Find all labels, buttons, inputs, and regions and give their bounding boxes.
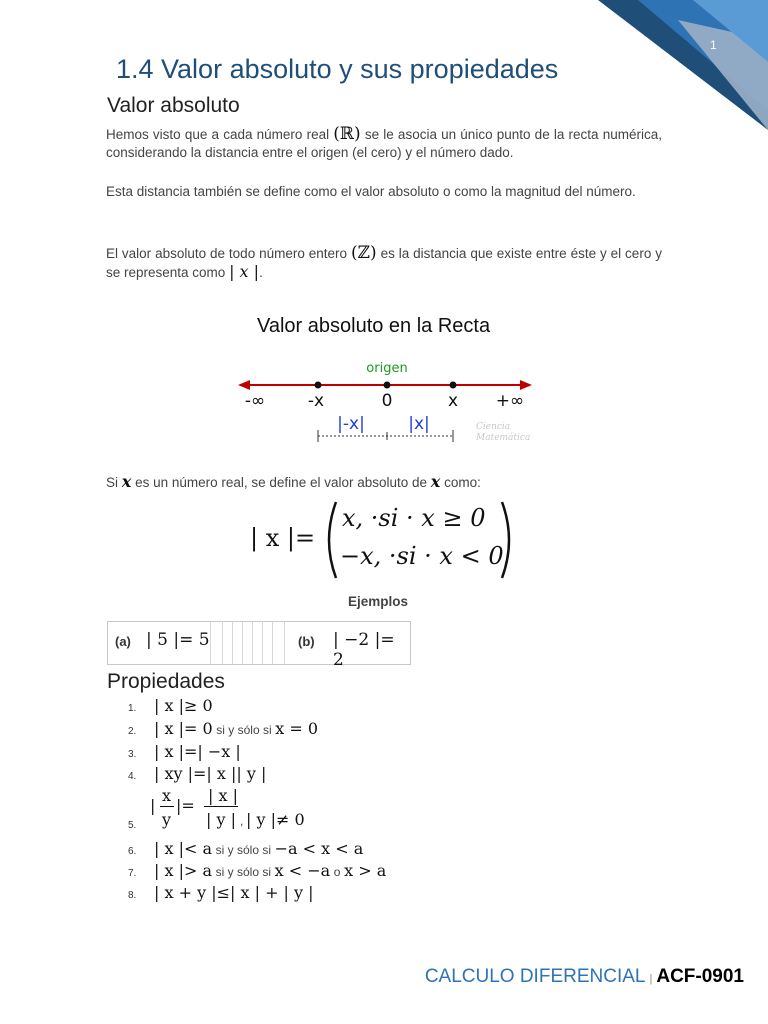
fraction-bar — [160, 806, 174, 807]
property-item — [128, 861, 386, 880]
variable-x: x — [430, 472, 441, 491]
paragraph-2: Esta distancia también se define como el valor absoluto o como la magnitud del número. — [106, 184, 636, 199]
page-title: 1.4 Valor absoluto y sus propiedades — [116, 54, 559, 84]
abs-bar: | — [150, 796, 156, 815]
abs-pos-x-label: |x| — [408, 414, 430, 434]
property-math: | x + y |≤| x | + | y | — [154, 883, 314, 902]
property-text: si y sólo si — [216, 723, 272, 737]
variable-x: x — [121, 472, 132, 491]
integers-symbol: (ℤ) — [350, 243, 377, 263]
example-b-math: | −2 |= 2 — [333, 630, 395, 670]
property-number: 1. — [128, 703, 137, 714]
property-math: x > a — [344, 861, 387, 880]
property-item — [128, 742, 241, 761]
pos-x-label: x — [447, 391, 459, 411]
neg-x-label: -x — [307, 391, 325, 411]
property-text: o — [333, 865, 341, 879]
pos-infinity-label: +∞ — [495, 391, 525, 411]
comma: , — [240, 814, 244, 828]
diagram-title: Valor absoluto en la Recta — [257, 315, 491, 337]
divider — [252, 622, 253, 664]
number-line-diagram — [230, 352, 540, 452]
property-math: x = 0 — [275, 719, 319, 738]
property-number: 6. — [128, 846, 137, 857]
case-1: x, ·si · x ≥ 0 — [342, 504, 486, 532]
property-number: 5. — [128, 820, 137, 831]
fraction-denominator: y — [162, 810, 172, 829]
page-number: 1 — [710, 38, 717, 52]
paragraph-text: es la distancia que existe entre éste y el cero y se representa como — [106, 246, 662, 280]
neg-infinity-label: -∞ — [244, 391, 266, 411]
paragraph-text: El valor absoluto de todo número entero — [106, 246, 348, 261]
property-number: 4. — [128, 771, 137, 782]
definition-equation — [250, 500, 530, 580]
paragraph-text: es un número real, se define el valor absoluto de — [135, 475, 428, 490]
property-item — [128, 764, 266, 783]
property-number: 7. — [128, 868, 137, 879]
property-item — [128, 696, 213, 715]
origin-label: origen — [366, 361, 408, 376]
corner-decoration — [598, 0, 768, 130]
abs-equals: |= — [176, 796, 195, 815]
footer-course: CALCULO DIFERENCIAL — [424, 966, 646, 987]
left-paren-icon — [320, 500, 340, 580]
example-a-math: | 5 |= 5 — [146, 630, 210, 650]
example-a-label: (a) — [115, 634, 131, 649]
property-math: x < −a — [274, 861, 331, 880]
paragraph-1 — [106, 125, 662, 162]
footer — [425, 966, 744, 988]
section-title: Valor absoluto — [107, 94, 240, 117]
fraction-bar — [204, 806, 238, 807]
divider — [284, 622, 285, 664]
right-arrow-icon — [520, 380, 532, 390]
examples-table — [107, 621, 411, 670]
examples-title: Ejemplos — [348, 594, 409, 609]
divider — [210, 622, 211, 664]
property-item — [128, 719, 318, 738]
paragraph-text: . — [259, 265, 263, 280]
divider — [242, 622, 243, 664]
property-math: | x |= 0 — [154, 719, 213, 738]
divider — [232, 622, 233, 664]
fraction-numerator: | x | — [208, 786, 238, 805]
footer-separator: | — [649, 973, 653, 985]
property-item — [128, 839, 363, 858]
left-arrow-icon — [238, 380, 250, 390]
fraction-numerator: x — [162, 786, 172, 805]
property-math: | x |≥ 0 — [154, 696, 213, 715]
property-number: 8. — [128, 890, 137, 901]
paragraph-text: Hemos visto que a cada número real — [106, 127, 330, 142]
paragraph-text: se le asocia un único punto de la recta numérica, considerando la distancia entre el origen (el cero) y el número dado. — [106, 127, 662, 160]
footer-code: ACF-0901 — [656, 966, 744, 987]
point-pos-x — [450, 382, 457, 389]
paragraph-text: Si — [106, 475, 119, 490]
property-number: 3. — [128, 749, 137, 760]
property-text: si y sólo si — [215, 843, 271, 857]
divider — [222, 622, 223, 664]
property-math: | xy |=| x || y | — [154, 764, 267, 783]
property-math: | x |< a — [154, 839, 213, 858]
property-condition: | y |≠ 0 — [246, 810, 305, 829]
point-zero — [384, 382, 391, 389]
abs-notation: | x | — [229, 262, 260, 281]
property-math: −a < x < a — [274, 839, 364, 858]
equation-lhs: | x |= — [250, 524, 316, 552]
property-text: si y sólo si — [215, 865, 271, 879]
example-b-label: (b) — [298, 634, 315, 649]
reals-symbol: (ℝ) — [333, 124, 361, 144]
property-item — [128, 883, 314, 902]
property-number: 2. — [128, 726, 137, 737]
abs-neg-x-label: |-x| — [337, 414, 365, 434]
property-math: | x |> a — [154, 861, 213, 880]
zero-label: 0 — [381, 391, 393, 411]
case-2: −x, ·si · x < 0 — [340, 542, 504, 570]
paragraph-3 — [106, 244, 662, 282]
watermark-line-2: Matemática — [476, 433, 531, 443]
watermark-line-1: Ciencia — [476, 422, 511, 432]
fraction-denominator: | y | — [206, 810, 236, 829]
definition-intro — [106, 473, 662, 492]
divider — [272, 622, 273, 664]
properties-title: Propiedades — [107, 670, 225, 693]
divider — [262, 622, 263, 664]
property-math: | x |=| −x | — [154, 742, 241, 761]
property-item — [128, 786, 428, 836]
paragraph-text: como: — [444, 475, 481, 490]
right-paren-icon — [498, 500, 518, 580]
point-neg-x — [315, 382, 322, 389]
